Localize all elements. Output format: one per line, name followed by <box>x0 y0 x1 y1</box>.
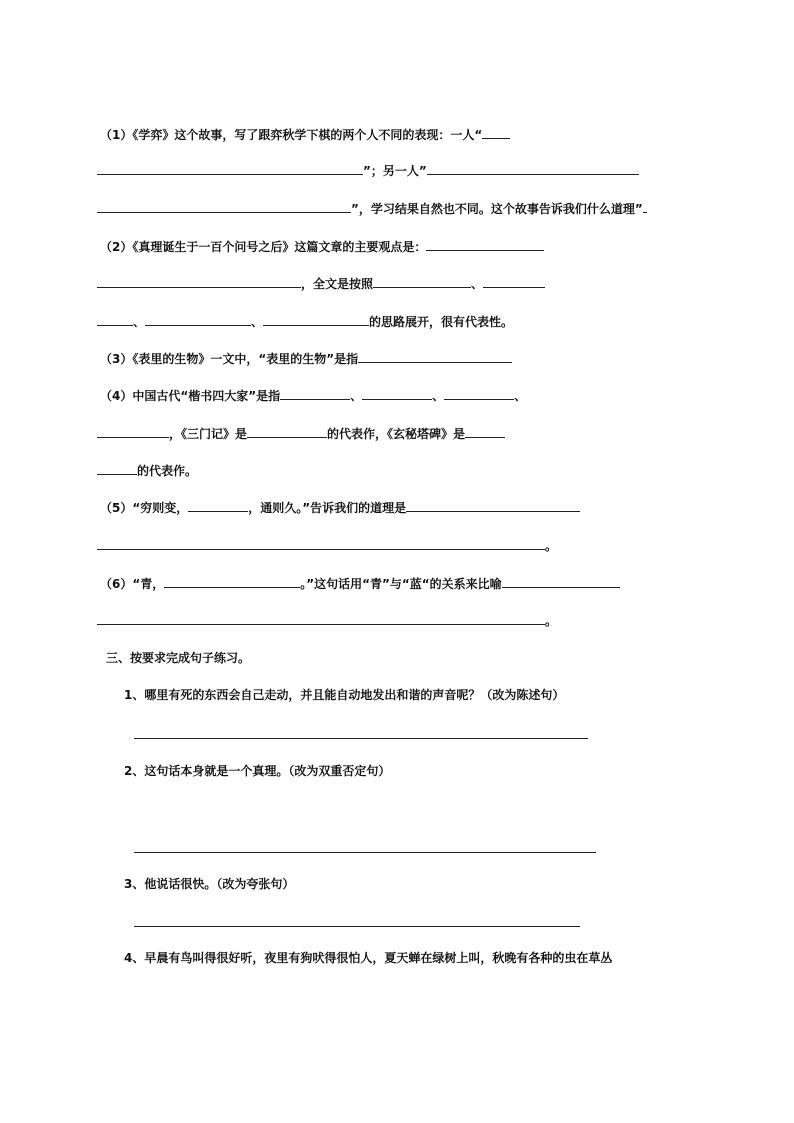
q4-text-4: 的代表作。 <box>137 464 198 478</box>
q6-line-1 <box>100 575 620 592</box>
s3-answer-blank-1[interactable] <box>134 726 588 739</box>
q4-line-1 <box>100 387 526 404</box>
s3-answer-line-2[interactable] <box>134 840 596 857</box>
q4-sep-1: 、 <box>350 389 363 403</box>
s3-answer-blank-3[interactable] <box>134 914 580 927</box>
s3-answer-line-1[interactable] <box>134 726 588 743</box>
q4-blank-6a[interactable] <box>465 425 505 438</box>
q2-line-1 <box>100 238 544 255</box>
q5-blank-2b[interactable] <box>97 537 545 550</box>
q1-blank-3[interactable] <box>97 200 351 213</box>
q2-text-2: ，全文是按照 <box>301 277 374 291</box>
q6-blank-2b[interactable] <box>97 612 545 625</box>
q3-text-1: （3）《表里的生物》一文中，“表里的生物”是指 <box>100 352 359 366</box>
s3-item-4-text: 4、早晨有鸟叫得很好听，夜里有狗吠得很怕人，夏天蝉在绿树上叫，秋晚有各种的虫在草丛 <box>124 951 613 965</box>
s3-answer-line-3[interactable] <box>134 914 580 931</box>
q5-blank-1[interactable] <box>188 499 248 512</box>
q4-sep-2: 、 <box>432 389 445 403</box>
q6-blank-2a[interactable] <box>502 575 620 588</box>
s3-item-3-text: 3、他说话很快。（改为夸张句） <box>124 877 295 891</box>
s3-item-1 <box>124 687 564 703</box>
q4-text-3: 的代表作，《玄秘塔碑》是 <box>327 427 466 441</box>
q4-line-2 <box>97 425 505 442</box>
q6-line-2 <box>97 612 557 629</box>
q2-line-2 <box>97 275 545 292</box>
q1-line-1 <box>100 126 510 143</box>
q2-blank-6[interactable] <box>263 313 369 326</box>
q4-blank-1[interactable] <box>280 387 350 400</box>
q2-blank-1a[interactable] <box>426 238 544 251</box>
s3-answer-blank-2[interactable] <box>134 840 596 853</box>
q4-text-2: ，《三门记》是 <box>169 427 248 441</box>
q4-text-1: （4）中国古代“楷书四大家”是指 <box>100 389 281 403</box>
q2-blank-5[interactable] <box>145 313 251 326</box>
q2-text-3: 的思路展开，很有代表性。 <box>369 315 514 329</box>
q1-blank-1b[interactable] <box>97 162 363 175</box>
q1-text-3: ”，学习结果自然也不同。这个故事告诉我们什么道理” <box>351 202 643 216</box>
q2-blank-4[interactable] <box>97 313 133 326</box>
q2-line-3 <box>97 313 513 330</box>
q4-sep-3: 、 <box>514 389 527 403</box>
q2-sep-3: 、 <box>251 315 264 329</box>
q2-blank-3[interactable] <box>483 275 545 288</box>
section3-heading-text: 三、按要求完成句子练习。 <box>106 651 251 665</box>
q3-line-1 <box>100 350 512 367</box>
s3-item-2 <box>124 763 390 779</box>
q2-blank-2[interactable] <box>373 275 471 288</box>
q6-text-2: 。”这句话用“青”与“蓝“的关系来比喻 <box>300 577 502 591</box>
q5-text-1: （5）“穷则变， <box>100 501 189 515</box>
q5-end: 。 <box>545 539 558 553</box>
q5-blank-2a[interactable] <box>406 499 580 512</box>
q5-text-2: ，通则久。”告诉我们的道理是 <box>248 501 407 515</box>
q4-blank-4[interactable] <box>97 425 169 438</box>
q4-blank-6b[interactable] <box>97 462 137 475</box>
q6-blank-1[interactable] <box>164 575 300 588</box>
q1-text-2: ”；另一人” <box>363 164 427 178</box>
q3-blank-1[interactable] <box>358 350 512 363</box>
q4-blank-5[interactable] <box>247 425 327 438</box>
q1-blank-2[interactable] <box>427 162 639 175</box>
q1-blank-4[interactable] <box>643 200 647 213</box>
q6-end: 。 <box>545 614 558 628</box>
q1-line-3 <box>97 200 647 217</box>
s3-item-3 <box>124 876 294 892</box>
q4-line-3 <box>97 462 197 479</box>
s3-item-2-text: 2、这句话本身就是一个真理。（改为双重否定句） <box>124 764 391 778</box>
q6-text-1: （6）“青， <box>100 577 165 591</box>
q4-blank-2[interactable] <box>362 387 432 400</box>
q5-line-1 <box>100 499 580 516</box>
section3-heading <box>106 650 250 666</box>
q2-text-1: （2）《真理诞生于一百个问号之后》这篇文章的主要观点是： <box>100 240 427 254</box>
s3-item-4 <box>124 950 612 966</box>
q1-blank-1a[interactable] <box>482 126 510 139</box>
q2-sep-2: 、 <box>133 315 146 329</box>
q1-line-2 <box>97 162 639 179</box>
q1-text-1: （1）《学弈》这个故事，写了跟弈秋学下棋的两个人不同的表现：一人“ <box>100 128 483 142</box>
s3-item-1-text: 1、哪里有死的东西会自己走动，并且能自动地发出和谐的声音呢？（改为陈述句） <box>124 688 565 702</box>
q2-sep-1: 、 <box>471 277 484 291</box>
q2-blank-1b[interactable] <box>97 275 301 288</box>
q4-blank-3[interactable] <box>444 387 514 400</box>
q5-line-2 <box>97 537 557 554</box>
